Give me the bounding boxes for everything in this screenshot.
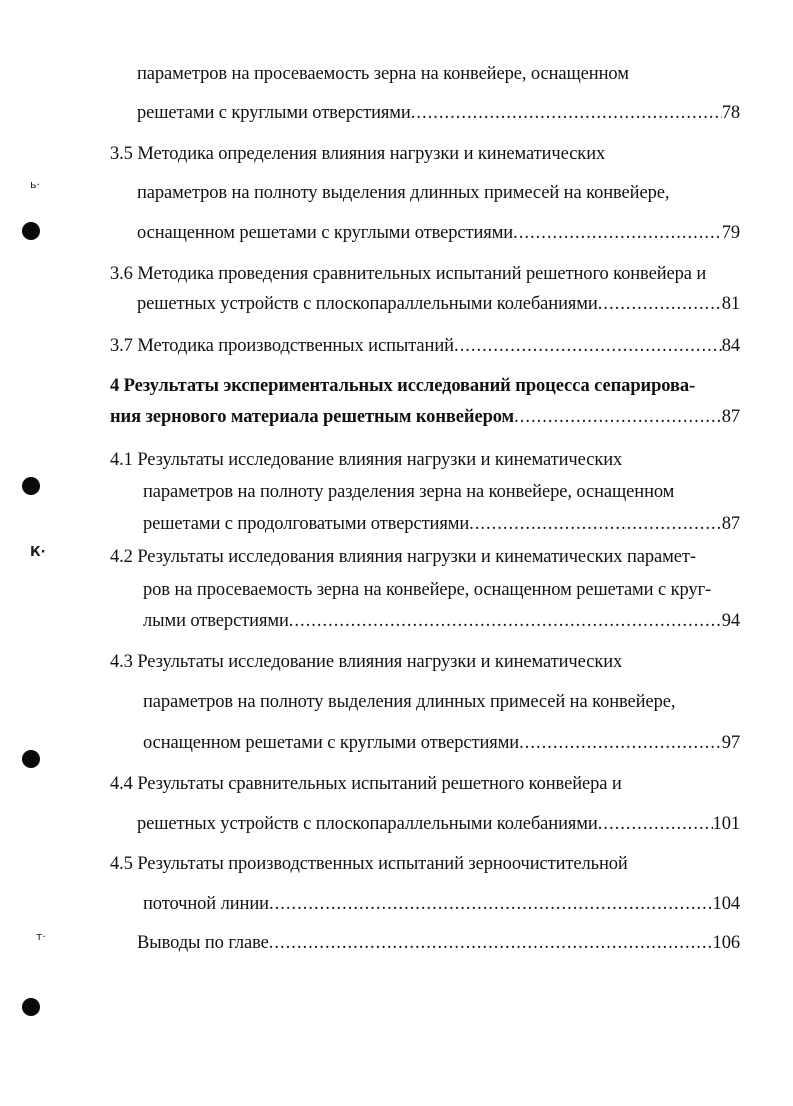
- toc-entry[interactable]: Выводы по главе ..... 106: [137, 931, 740, 955]
- toc-line: 4.4 Результаты сравнительных испытаний решетного конвейера и: [110, 774, 622, 794]
- binder-hole: [22, 750, 40, 768]
- toc-line: 4.5 Результаты производственных испытаний зерноочистительной: [110, 854, 628, 874]
- toc-entry[interactable]: решетных устройств с плоскопараллельными колебаниями ..... 81: [137, 292, 740, 316]
- toc-line: ров на просеваемость зерна на конвейере, оснащенном решетами с круг-: [143, 580, 712, 600]
- toc-line: 3.5 Методика определения влияния нагрузки и кинематических: [110, 144, 606, 164]
- page-number: 97: [721, 733, 740, 753]
- page-number: 87: [721, 407, 740, 427]
- page-number: 101: [712, 814, 740, 834]
- binder-hole: [22, 477, 40, 495]
- page-number: 94: [721, 611, 740, 631]
- margin-mark: К·: [30, 545, 46, 560]
- toc-line: параметров на полноту разделения зерна на конвейере, оснащенном: [143, 482, 675, 502]
- toc-line: параметров на полноту выделения длинных примесей на конвейере,: [143, 692, 676, 712]
- margin-mark: ь·: [30, 178, 40, 191]
- binder-hole: [22, 998, 40, 1016]
- toc-entry[interactable]: 3.7 Методика производственных испытаний ..... 84: [110, 334, 740, 358]
- toc-entry[interactable]: ния зернового материала решетным конвейером ..... 87: [110, 405, 740, 429]
- page-number: 104: [712, 894, 740, 914]
- toc-line: 4.1 Результаты исследование влияния нагрузки и кинематических: [110, 450, 623, 470]
- page-number: 87: [721, 514, 740, 534]
- page-number: 79: [721, 223, 740, 243]
- toc-chapter-heading: 4 Результаты экспериментальных исследований процесса сепарирова-: [110, 376, 696, 396]
- toc-line: 4.2 Результаты исследования влияния нагрузки и кинематических парамет-: [110, 547, 696, 567]
- toc-entry[interactable]: оснащенном решетами с круглыми отверстиями ..... 97: [143, 731, 740, 755]
- toc-entry[interactable]: решетами с продолговатыми отверстиями ..... 87: [143, 512, 740, 536]
- toc-entry[interactable]: решетами с круглыми отверстиями ..... 78: [137, 101, 740, 125]
- toc-entry[interactable]: оснащенном решетами с круглыми отверстиями ..... 79: [137, 221, 740, 245]
- toc-entry[interactable]: поточной линии ..... 104: [143, 892, 740, 916]
- page-number: 78: [721, 103, 740, 123]
- toc-line: параметров на полноту выделения длинных примесей на конвейере,: [137, 183, 670, 203]
- page-number: 84: [721, 336, 740, 356]
- toc-entry[interactable]: лыми отверстиями ..... 94: [143, 609, 740, 633]
- toc-entry[interactable]: решетных устройств с плоскопараллельными колебаниями ..... 101: [137, 812, 740, 836]
- toc-line: 3.6 Методика проведения сравнительных испытаний решетного конвейера и: [110, 264, 707, 284]
- page-number: 106: [712, 933, 740, 953]
- toc-line: 4.3 Результаты исследование влияния нагрузки и кинематических: [110, 652, 623, 672]
- margin-mark: т·: [36, 930, 46, 943]
- page-number: 81: [721, 294, 740, 314]
- toc-line: параметров на просеваемость зерна на конвейере, оснащенном: [137, 64, 629, 84]
- binder-hole: [22, 222, 40, 240]
